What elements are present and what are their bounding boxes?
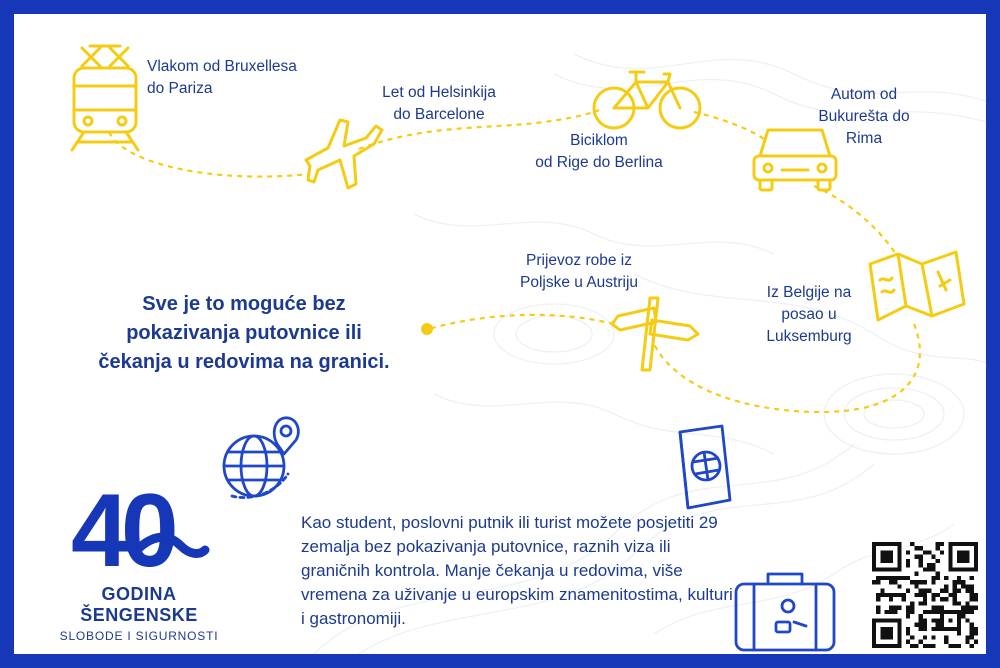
train-icon (60, 40, 150, 160)
route-line (432, 315, 614, 328)
logo-40-emblem (69, 476, 219, 586)
logo-line3: SLOBODE I SIGURNOSTI (59, 629, 219, 643)
map-icon (866, 246, 968, 328)
logo-text (54, 584, 224, 646)
route-label-signpost: Prijevoz robe iz Poljske u Austriju (519, 252, 639, 291)
logo-number: 40 (71, 476, 171, 586)
route-label-plane: Let od Helsinkija do Barcelone (382, 84, 496, 123)
globe-pin-icon (214, 414, 310, 506)
bicycle-icon (588, 64, 706, 134)
route-label-map: Iz Belgije na posao u Luksemburg (766, 284, 852, 345)
logo-line1: GODINA (101, 584, 177, 604)
logo-line2: ŠENGENSKE (80, 605, 198, 625)
route-end-dot (421, 323, 433, 335)
route-label-car: Autom od Bukurešta do Rima (818, 86, 910, 147)
route-label-train: Vlakom od Bruxellesa do Pariza (147, 58, 297, 97)
body-text: Kao student, poslovni putnik ili turist možete posjetiti 29 zemalja bez pokazivanja putovnice, raznih viza ili graničnih kontrola. Manje čekanja u redovima, više vremena za uživanje u europskim znamenitostima, kulturi i gastronomiji. (301, 513, 733, 628)
suitcase-icon (732, 570, 838, 654)
qr-code (872, 542, 978, 648)
passport-icon (674, 422, 738, 512)
route-label-bicycle: Biciklom od Rige do Berlina (535, 132, 663, 171)
headline: Sve je to moguće bez pokazivanja putovnice ili čekanja u redovima na granici. (98, 293, 390, 373)
signpost-icon (610, 290, 702, 374)
